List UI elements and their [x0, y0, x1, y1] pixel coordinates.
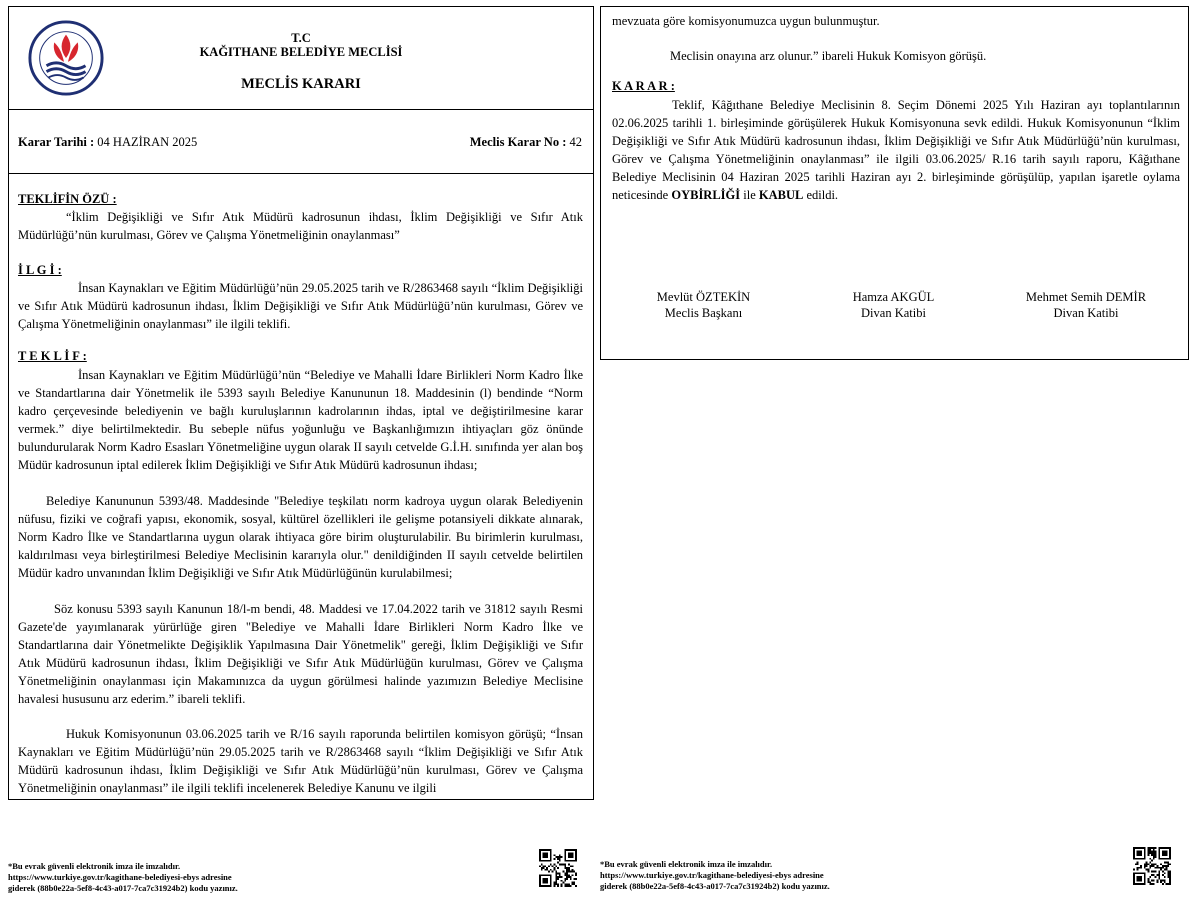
ilgi-heading: İ L G İ :	[18, 263, 62, 277]
karar-text-pre: Teklif, Kâğıthane Belediye Meclisinin 8. Seçim Dönemi 2025 Yılı Haziran ayı toplantılarının 02.06.2025 tarihli 1. birleşiminde görüşülerek Hukuk Komisyonuna sevk edildi. Hukuk Komisyonunun “İklim Değişikliği ve Sıfır Atık Müdürü kadrosunun ihdası, İklim Değişikliği ve Sıfır Atık Müdürlüğü’nün kurulması, Görev ve Çalışma Yönetmeliğinin onaylanması” ile ilgili 03.06.2025/ R.16 tarih sayılı raporu, Kâğıthane Belediye Meclisinin 04 Haziran 2025 tarihli Haziran ayı 2. birleşiminde görüşülüp, yapılan işaretle oylama neticesinde	[612, 98, 1180, 202]
karar-text-post: edildi.	[803, 188, 839, 202]
left-page	[8, 6, 594, 800]
karar-tarihi	[18, 135, 197, 150]
teklifin-ozu-text: “İklim Değişikliği ve Sıfır Atık Müdürü kadrosunun ihdası, İklim Değişikliği ve Sıfır Atık Müdürlüğü’nün kurulması, Görev ve Çalışma Yönetmeliğinin onaylanması”	[18, 210, 583, 242]
footer-line-3: giderek (88b0e22a-5ef8-4c43-a017-7ca7c31924b2) kodu yazınız.	[600, 881, 830, 891]
header-divider	[9, 109, 593, 110]
signature-name: Mevlüt ÖZTEKİN	[656, 290, 751, 304]
karar-heading: K A R A R :	[612, 79, 675, 93]
karar-no-label: Meclis Karar No :	[469, 135, 567, 149]
karar-no	[470, 135, 582, 150]
org-title: KAĞITHANE BELEDİYE MECLİSİ	[199, 45, 403, 59]
karar-text	[612, 96, 1180, 204]
karar-tarihi-value: 04 HAZİRAN 2025	[97, 135, 198, 149]
right-footer	[600, 859, 830, 892]
right-page	[600, 6, 1189, 360]
doc-type-title: MECLİS KARARI	[241, 76, 361, 92]
signature-title: Meclis Başkanı	[664, 306, 743, 320]
footer-line-1: *Bu evrak güvenli elektronik imza ile imzalıdır.	[8, 861, 181, 871]
karar-kabul: KABUL	[758, 188, 804, 202]
signature-title: Divan Katibi	[861, 306, 926, 320]
karar-no-value: 42	[569, 135, 582, 149]
signature-baskan	[631, 289, 776, 321]
karar-tarihi-label: Karar Tarihi :	[18, 135, 95, 149]
karar-oybirligi: OYBİRLİĞİ	[671, 188, 741, 202]
karar-text-mid: ile	[740, 188, 759, 202]
teklif-paragraph-1: İnsan Kaynakları ve Eğitim Müdürlüğü’nün “Belediye ve Mahalli İdare Birlikleri Norm Kadro İlke ve Standartlarına dair Yönetmelik ile 5393 sayılı Belediye Kanununun 18. Maddesinin (l) bendinde “Norm kadro çerçevesinde belediyenin ve bağlı kuruluşlarının kadrolarının ihdas, iptal ve değiştirilmesine karar vermek.” diye belirtilmektedir. Bu sebeple nüfus yoğunluğu ve Başkanlığımızın ihtiyaçları göz önünde bulundurularak Norm Kadro Esasları Yönetmeliğine uygun olarak II sayılı cetvelde G.İ.H. sınıfında yer alan boş Müdür kadrosunun iptal edilerek İklim Değişikliği ve Sıfır Atık Müdürü kadrosunun ihdası;	[18, 368, 583, 472]
signature-name: Mehmet Semih DEMİR	[1025, 290, 1147, 304]
meta-divider	[9, 173, 593, 174]
footer-line-2[interactable]: https://www.turkiye.gov.tr/kagithane-belediyesi-ebys adresine	[8, 872, 232, 882]
arz-text: Meclisin onayına arz olunur.” ibareli Hukuk Komisyon görüşü.	[670, 49, 987, 63]
footer-line-3: giderek (88b0e22a-5ef8-4c43-a017-7ca7c31924b2) kodu yazınız.	[8, 883, 238, 893]
left-footer	[8, 861, 238, 894]
teklif-paragraph-3: Söz konusu 5393 sayılı Kanunun 18/l-m bendi, 48. Maddesi ve 17.04.2022 tarih ve 31812 sayılı Resmi Gazete'de yayımlanarak yürürlüğe giren "Belediye ve Mahalli İdare Birlikleri Norm Kadro İlke ve Standartlarına dair Yönetmelikte Değişiklik Yapılmasına Dair Yönetmelik" gereği, İklim Değişikliği ve Sıfır Atık Müdürü kadrosunun ihdası, İklim Değişikliği ve Sıfır Atık Müdürlüğün kurulması, Görev ve Çalışma Yönetmeliğinin onaylanması için Makamınızca da uygun görülmesi halinde yazımızın Belediye Meclisine havalesi hususunu arz ederim.” ibareli teklifi.	[18, 602, 583, 706]
teklifin-ozu-heading: TEKLİFİN ÖZÜ :	[18, 192, 117, 206]
signature-katip-2	[996, 289, 1176, 321]
signature-name: Hamza AKGÜL	[852, 290, 935, 304]
footer-line-2[interactable]: https://www.turkiye.gov.tr/kagithane-belediyesi-ebys adresine	[600, 870, 824, 880]
ilgi-text: İnsan Kaynakları ve Eğitim Müdürlüğü’nün 29.05.2025 tarih ve R/2863468 sayılı “İklim Değişikliği ve Sıfır Atık Müdürü kadrosunun ihdası, İklim Değişikliği ve Sıfır Atık Müdürlüğü’nün kurulması, Görev ve Çalışma Yönetmeliğinin onaylanması” ile ilgili teklifi.	[18, 281, 583, 331]
continuation-text: mevzuata göre komisyonumuzca uygun bulunmuştur.	[612, 14, 880, 28]
tc-title: T.C	[291, 31, 311, 45]
footer-line-1: *Bu evrak güvenli elektronik imza ile imzalıdır.	[600, 859, 773, 869]
komisyon-gorusu: Hukuk Komisyonunun 03.06.2025 tarih ve R/16 sayılı raporunda belirtilen komisyon görüşü; “İnsan Kaynakları ve Eğitim Müdürlüğü’nün 29.05.2025 tarih ve R/2863468 sayılı “İklim Değişikliği ve Sıfır Atık Müdürü kadrosunun ihdası, İklim Değişikliği ve Sıfır Atık Müdürlüğü’nün kurulması, Görev ve Çalışma Yönetmeliğinin onaylanması” ile ilgili teklifi incelenerek Belediye Kanunu ve ilgili	[18, 727, 583, 795]
teklif-heading: T E K L İ F :	[18, 349, 87, 363]
signature-katip-1	[821, 289, 966, 321]
teklif-paragraph-2: Belediye Kanununun 5393/48. Maddesinde "Belediye teşkilatı norm kadroya uygun olarak Belediyenin nüfusu, fiziki ve coğrafi yapısı, ekonomik, sosyal, kültürel özellikleri ile gelişme potansiyeli dikkate alınarak, Norm Kadro İlke ve Standartlarına uygun olarak ihtiyaca göre birim oluşturulabilir. Bu birimlerin kurulması, kaldırılması veya birleştirilmesi Belediye Meclisinin kararıyla olur." denildiğinden II sayılı cetvelde belirtilen Müdür kadro unvanından İklim Değişikliği ve Sıfır Atık Müdürlüğünün kurulabilmesi;	[18, 494, 583, 580]
qr-code-icon	[1133, 847, 1171, 885]
qr-code-icon	[539, 849, 577, 887]
signature-title: Divan Katibi	[1053, 306, 1119, 320]
